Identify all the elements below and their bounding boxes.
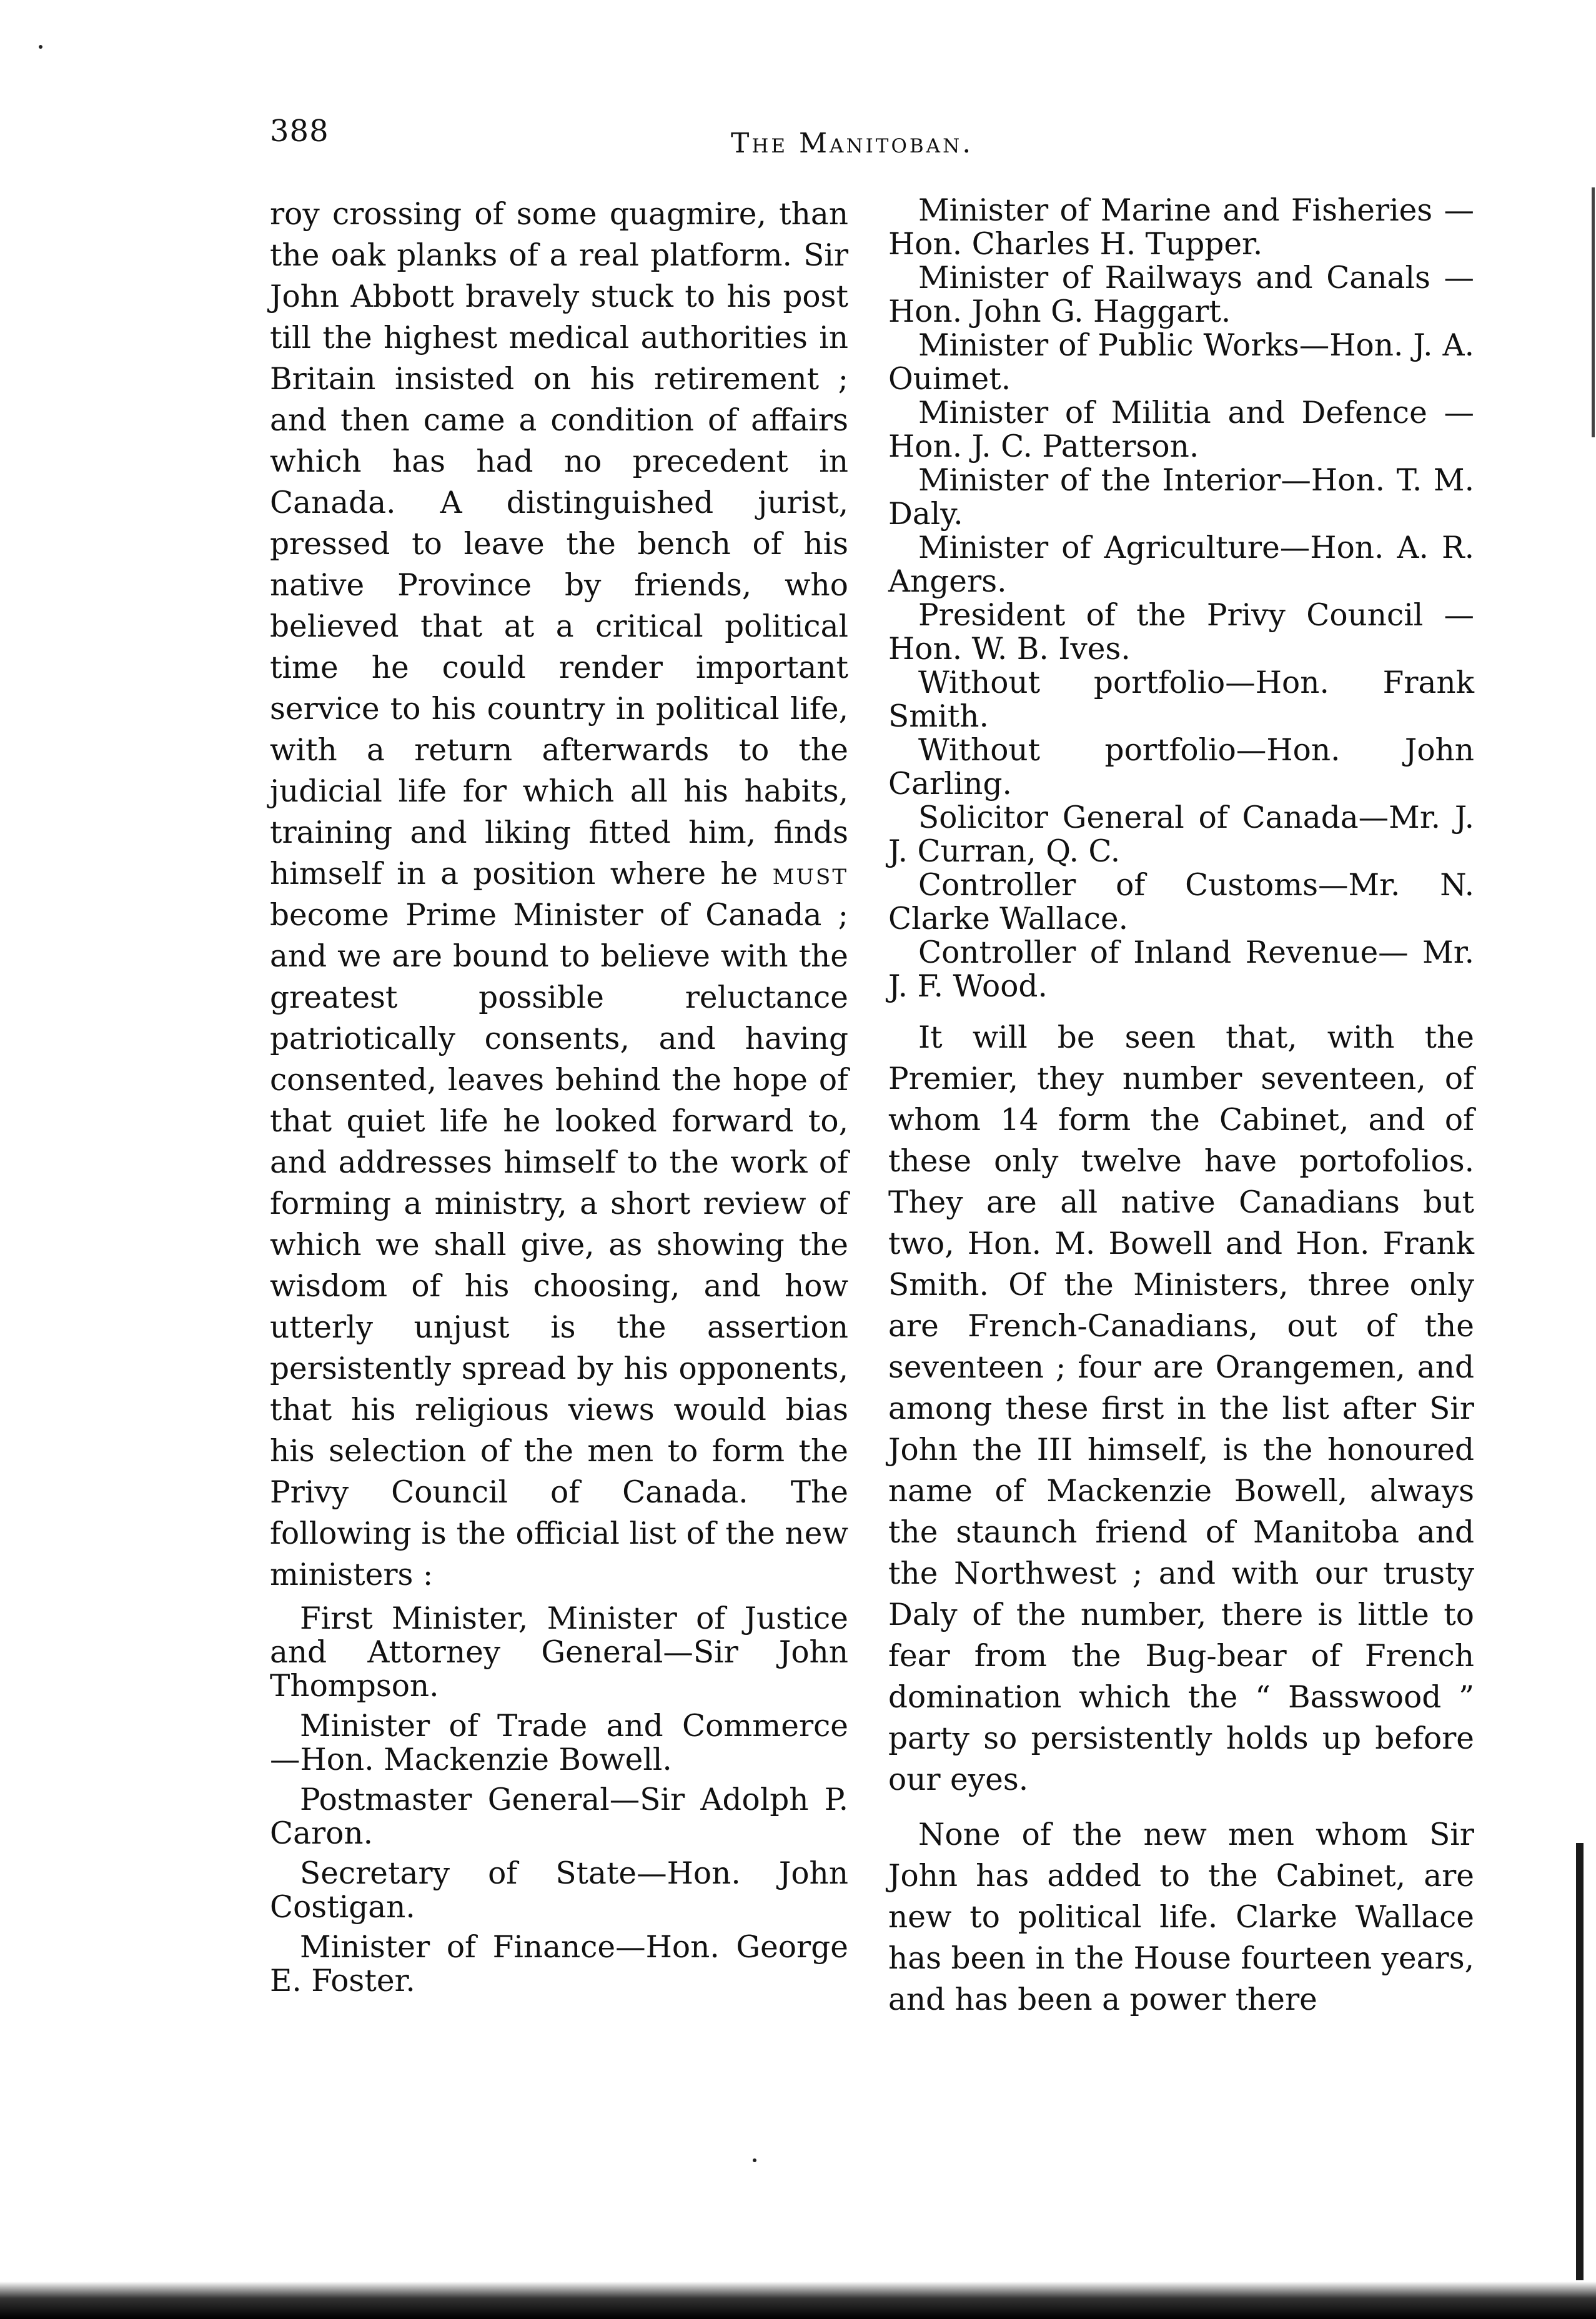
ministry-entry: First Minister, Minister of Justice and Attorney General—Sir John Thompson. [270,1601,848,1704]
body-paragraph [270,194,848,1596]
emphasis-word: must [772,857,848,891]
ministry-entry: Minister of Marine and Fisheries —Hon. Charles H. Tupper. [888,193,1474,262]
scan-gutter-line [1576,1843,1584,2280]
ministry-entry: Minister of Militia and Defence —Hon. J. C. Patterson. [888,395,1474,464]
ministry-entry: Minister of Finance—Hon. George E. Foster. [270,1930,848,1999]
ministry-entry: Solicitor General of Canada—Mr. J. J. Curran, Q. C. [888,800,1474,869]
right-column [888,194,1474,2020]
ministry-entry: Minister of Public Works—Hon. J. A. Ouimet. [888,328,1474,397]
scan-speck [39,45,42,49]
body-paragraph: It will be seen that, with the Premier, they number seventeen, of whom 14 form the Cabinet, and of these only twelve have portofolios. They are all native Canadians but two, Hon. M. Bowell and Hon. Frank Smith. Of the Ministers, three only are French-Canadians, out of the seventeen ; four are Orangemen, and among these first in the list after Sir John the III himself, is the honoured name of Mackenzie Bowell, always the staunch friend of Manitoba and the Northwest ; and with our trusty Daly of the number, there is little to fear from the Bug-bear of French domination which the “ Basswood ” party so persistently holds up before our eyes. [888,1020,1474,1797]
running-head: The Manitoban. [731,127,974,159]
scan-bottom-edge [0,2282,1596,2319]
ministry-entry: Controller of Customs—Mr. N. Clarke Wallace. [888,868,1474,936]
scan-speck [753,2158,756,2162]
paragraph-text: become Prime Minister of Canada ; and we are bound to believe with the greatest possible reluctance patriotically consents, and having consented, leaves behind the hope of that quiet life he looked forward to, and addresses himself to the work of forming a ministry, a short review of which we shall give, as showing the wisdom of his choosing, and how utterly unjust is the assertion persistently spread by his opponents, that his religious views would bias his selection of the men to form the Privy Council of Canada. The following is the official list of the new ministers : [270,898,848,1592]
page-number: 388 [270,114,329,149]
ministry-entry: Postmaster General—Sir Adolph P. Caron. [270,1782,848,1851]
ministry-entry: Minister of Trade and Commerce —Hon. Mackenzie Bowell. [270,1709,848,1777]
ministry-entry: Minister of the Interior—Hon. T. M. Daly. [888,463,1474,532]
ministry-entry: Secretary of State—Hon. John Costigan. [270,1856,848,1925]
ministry-entry: Minister of Agriculture—Hon. A. R. Angers. [888,530,1474,599]
ministry-entry: Minister of Railways and Canals —Hon. John G. Haggart. [888,261,1474,329]
ministry-entry: Without portfolio—Hon. John Carling. [888,733,1474,802]
ministry-entry: Without portfolio—Hon. Frank Smith. [888,665,1474,734]
body-paragraph: None of the new men whom Sir John has added to the Cabinet, are new to political life. Clarke Wallace has been in the House fourteen years, and has been a power there [888,1817,1474,2017]
left-column [270,194,848,1998]
ministry-entry: President of the Privy Council —Hon. W. B. Ives. [888,598,1474,667]
scan-gutter-line [1592,187,1595,437]
paragraph-text: roy crossing of some quagmire, than the oak planks of a real platform. Sir John Abbott bravely stuck to his post till the highest medical authorities in Britain insisted on his retirement ; and then came a condition of affairs which has had no precedent in Canada. A distinguished jurist, pressed to leave the bench of his native Province by friends, who believed that at a critical political time he could render important service to his country in political life, with a return afterwards to the judicial life for which all his habits, training and liking fitted him, finds himself in a position where he [270,197,848,891]
ministry-entry: Controller of Inland Revenue— Mr. J. F. Wood. [888,935,1474,1004]
